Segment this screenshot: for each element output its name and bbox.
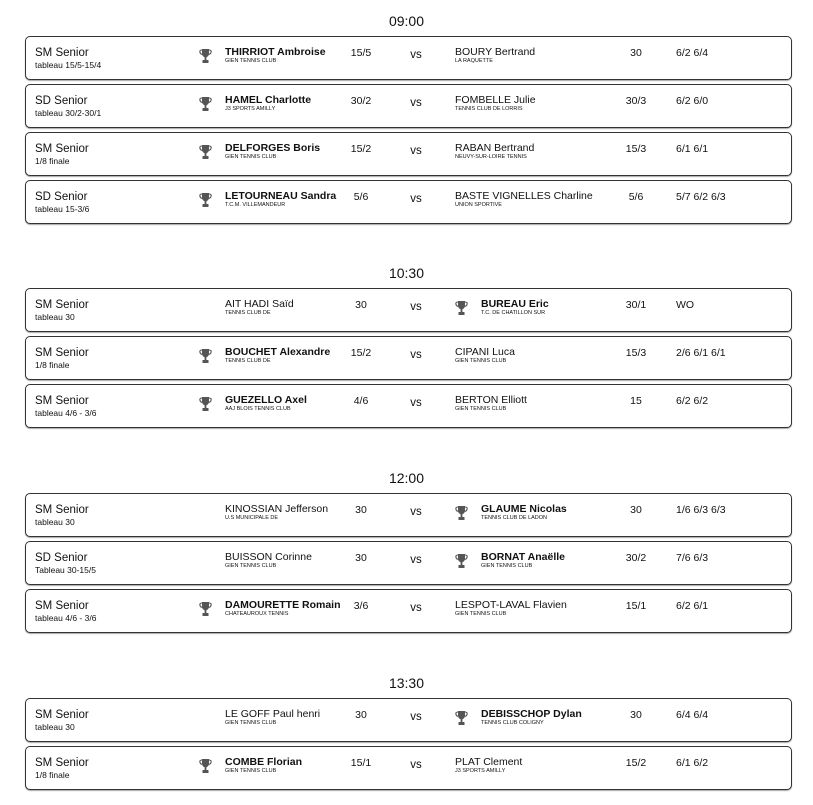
trophy-icon	[199, 348, 212, 364]
player-name: AIT HADI Saïd	[225, 298, 294, 310]
match-score: 6/4 6/4	[676, 709, 709, 721]
trophy-icon	[199, 601, 212, 617]
match-card	[25, 36, 792, 80]
player-one-ranking: 3/6	[353, 600, 369, 612]
player-one-ranking: 30	[355, 299, 367, 311]
player-club: T.C.M. VILLEMANDEUR	[225, 202, 286, 208]
trophy-icon	[455, 505, 468, 521]
player-two-ranking: 5/6	[628, 191, 644, 203]
player-two-ranking: 30	[630, 47, 642, 59]
player-two-ranking: 15/2	[625, 757, 647, 769]
match-category: SM Senior	[35, 504, 89, 516]
match-card	[25, 384, 792, 428]
player-one-ranking: 4/6	[353, 395, 369, 407]
versus-label: vs	[410, 602, 422, 614]
time-slot-heading: 13:30	[388, 675, 425, 691]
player-name: BERTON Elliott	[455, 394, 527, 406]
player-club: UNION SPORTIVE	[455, 202, 502, 208]
match-card	[25, 180, 792, 224]
match-card	[25, 84, 792, 128]
match-score: 6/1 6/2	[676, 757, 709, 769]
match-score: 5/7 6/2 6/3	[676, 191, 726, 203]
player-name: BUREAU Eric	[481, 298, 549, 310]
match-category: SM Senior	[35, 395, 89, 407]
match-category: SM Senior	[35, 347, 89, 359]
match-category: SD Senior	[35, 552, 88, 564]
match-card	[25, 589, 792, 633]
match-draw: tableau 15-3/6	[35, 204, 90, 214]
player-club: J3 SPORTS AMILLY	[455, 768, 506, 774]
player-two-ranking: 30/1	[625, 299, 647, 311]
player-club: TENNIS CLUB DE	[225, 310, 271, 316]
match-category: SM Senior	[35, 143, 89, 155]
match-category: SM Senior	[35, 757, 89, 769]
player-name: THIRRIOT Ambroise	[225, 46, 326, 58]
match-score: 6/2 6/4	[676, 47, 709, 59]
player-name: FOMBELLE Julie	[455, 94, 536, 106]
player-name: LESPOT-LAVAL Flavien	[455, 599, 567, 611]
trophy-icon	[199, 192, 212, 208]
player-name: BUISSON Corinne	[225, 551, 312, 563]
player-name: DELFORGES Boris	[225, 142, 321, 154]
match-draw: tableau 30	[35, 312, 75, 322]
player-two-ranking: 15/1	[625, 600, 647, 612]
player-name: PLAT Clement	[455, 756, 523, 768]
player-club: GIEN TENNIS CLUB	[225, 154, 277, 160]
match-card	[25, 541, 792, 585]
match-category: SM Senior	[35, 709, 89, 721]
player-name: RABAN Bertrand	[455, 142, 535, 154]
player-name: DAMOURETTE Romain	[225, 599, 341, 611]
match-draw: tableau 30	[35, 517, 75, 527]
player-name: BOURY Bertrand	[455, 46, 536, 58]
match-category: SM Senior	[35, 47, 89, 59]
player-name: GUEZELLO Axel	[225, 394, 307, 406]
player-name: BOUCHET Alexandre	[225, 346, 331, 358]
match-score: 6/2 6/2	[676, 395, 709, 407]
player-club: TENNIS CLUB DE	[225, 358, 271, 364]
match-category: SD Senior	[35, 95, 88, 107]
player-club: GIEN TENNIS CLUB	[225, 720, 277, 726]
match-draw: tableau 30	[35, 722, 75, 732]
player-two-ranking: 15	[630, 395, 642, 407]
player-club: GIEN TENNIS CLUB	[481, 563, 533, 569]
match-score: 6/1 6/1	[676, 143, 709, 155]
player-club: TENNIS CLUB DE LADON	[481, 515, 548, 521]
match-draw: 1/8 finale	[35, 360, 70, 370]
match-card	[25, 288, 792, 332]
match-card	[25, 746, 792, 790]
match-card	[25, 493, 792, 537]
match-draw: tableau 15/5-15/4	[35, 60, 102, 70]
player-one-ranking: 15/5	[350, 47, 372, 59]
match-score: WO	[676, 299, 695, 311]
player-name: LETOURNEAU Sandra	[225, 190, 337, 202]
player-club: GIEN TENNIS CLUB	[455, 611, 507, 617]
player-one-ranking: 5/6	[353, 191, 369, 203]
player-club: LA RAQUETTE	[455, 58, 493, 64]
player-club: CHATEAUROUX TENNIS	[225, 611, 289, 617]
match-draw: Tableau 30-15/5	[35, 565, 96, 575]
player-name: GLAUME Nicolas	[481, 503, 567, 515]
player-one-ranking: 15/2	[350, 143, 372, 155]
trophy-icon	[199, 144, 212, 160]
player-club: GIEN TENNIS CLUB	[225, 58, 277, 64]
match-score: 6/2 6/1	[676, 600, 709, 612]
versus-label: vs	[410, 145, 422, 157]
match-score: 2/6 6/1 6/1	[676, 347, 726, 359]
player-club: U.S MUNICIPALE DE	[225, 515, 279, 521]
player-one-ranking: 15/1	[350, 757, 372, 769]
trophy-icon	[199, 96, 212, 112]
player-one-ranking: 30	[355, 552, 367, 564]
player-club: GIEN TENNIS CLUB	[455, 358, 507, 364]
player-two-ranking: 30	[630, 709, 642, 721]
versus-label: vs	[410, 759, 422, 771]
player-two-ranking: 30/3	[625, 95, 647, 107]
player-club: TENNIS CLUB COLIGNY	[481, 720, 544, 726]
player-club: T.C. DE CHATILLON SUR	[481, 310, 546, 316]
time-slot-heading: 10:30	[388, 265, 425, 281]
match-score: 1/6 6/3 6/3	[676, 504, 726, 516]
time-slot-heading: 12:00	[388, 470, 425, 486]
player-name: BORNAT Anaëlle	[481, 551, 566, 563]
match-draw: 1/8 finale	[35, 770, 70, 780]
trophy-icon	[455, 553, 468, 569]
match-draw: tableau 4/6 - 3/6	[35, 408, 97, 418]
player-two-ranking: 30/2	[625, 552, 647, 564]
player-name: CIPANI Luca	[455, 346, 515, 358]
trophy-icon	[199, 48, 212, 64]
versus-label: vs	[410, 397, 422, 409]
player-name: HAMEL Charlotte	[225, 94, 312, 106]
player-two-ranking: 15/3	[625, 143, 647, 155]
versus-label: vs	[410, 554, 422, 566]
match-category: SM Senior	[35, 600, 89, 612]
versus-label: vs	[410, 193, 422, 205]
player-club: TENNIS CLUB DE LORRIS	[455, 106, 523, 112]
match-category: SD Senior	[35, 191, 88, 203]
player-name: LE GOFF Paul henri	[225, 708, 321, 720]
match-score: 6/2 6/0	[676, 95, 709, 107]
player-one-ranking: 15/2	[350, 347, 372, 359]
player-one-ranking: 30	[355, 709, 367, 721]
player-club: GIEN TENNIS CLUB	[225, 768, 277, 774]
player-club: J3 SPORTS AMILLY	[225, 106, 276, 112]
player-name: BASTE VIGNELLES Charline	[455, 190, 593, 202]
player-one-ranking: 30	[355, 504, 367, 516]
trophy-icon	[199, 396, 212, 412]
player-name: DEBISSCHOP Dylan	[481, 708, 582, 720]
player-two-ranking: 15/3	[625, 347, 647, 359]
versus-label: vs	[410, 301, 422, 313]
player-club: AAJ BLOIS TENNIS CLUB	[225, 406, 291, 412]
player-club: GIEN TENNIS CLUB	[225, 563, 277, 569]
versus-label: vs	[410, 349, 422, 361]
player-name: KINOSSIAN Jefferson	[225, 503, 329, 515]
player-two-ranking: 30	[630, 504, 642, 516]
player-one-ranking: 30/2	[350, 95, 372, 107]
match-draw: 1/8 finale	[35, 156, 70, 166]
time-slot-heading: 09:00	[388, 13, 425, 29]
player-name: COMBE Florian	[225, 756, 303, 768]
match-card	[25, 336, 792, 380]
match-score: 7/6 6/3	[676, 552, 709, 564]
versus-label: vs	[410, 711, 422, 723]
versus-label: vs	[410, 97, 422, 109]
player-club: NEUVY-SUR-LOIRE TENNIS	[455, 154, 527, 160]
trophy-icon	[455, 300, 468, 316]
trophy-icon	[455, 710, 468, 726]
match-category: SM Senior	[35, 299, 89, 311]
match-draw: tableau 4/6 - 3/6	[35, 613, 97, 623]
versus-label: vs	[410, 49, 422, 61]
player-club: GIEN TENNIS CLUB	[455, 406, 507, 412]
match-card	[25, 698, 792, 742]
versus-label: vs	[410, 506, 422, 518]
trophy-icon	[199, 758, 212, 774]
match-card	[25, 132, 792, 176]
match-draw: tableau 30/2-30/1	[35, 108, 102, 118]
